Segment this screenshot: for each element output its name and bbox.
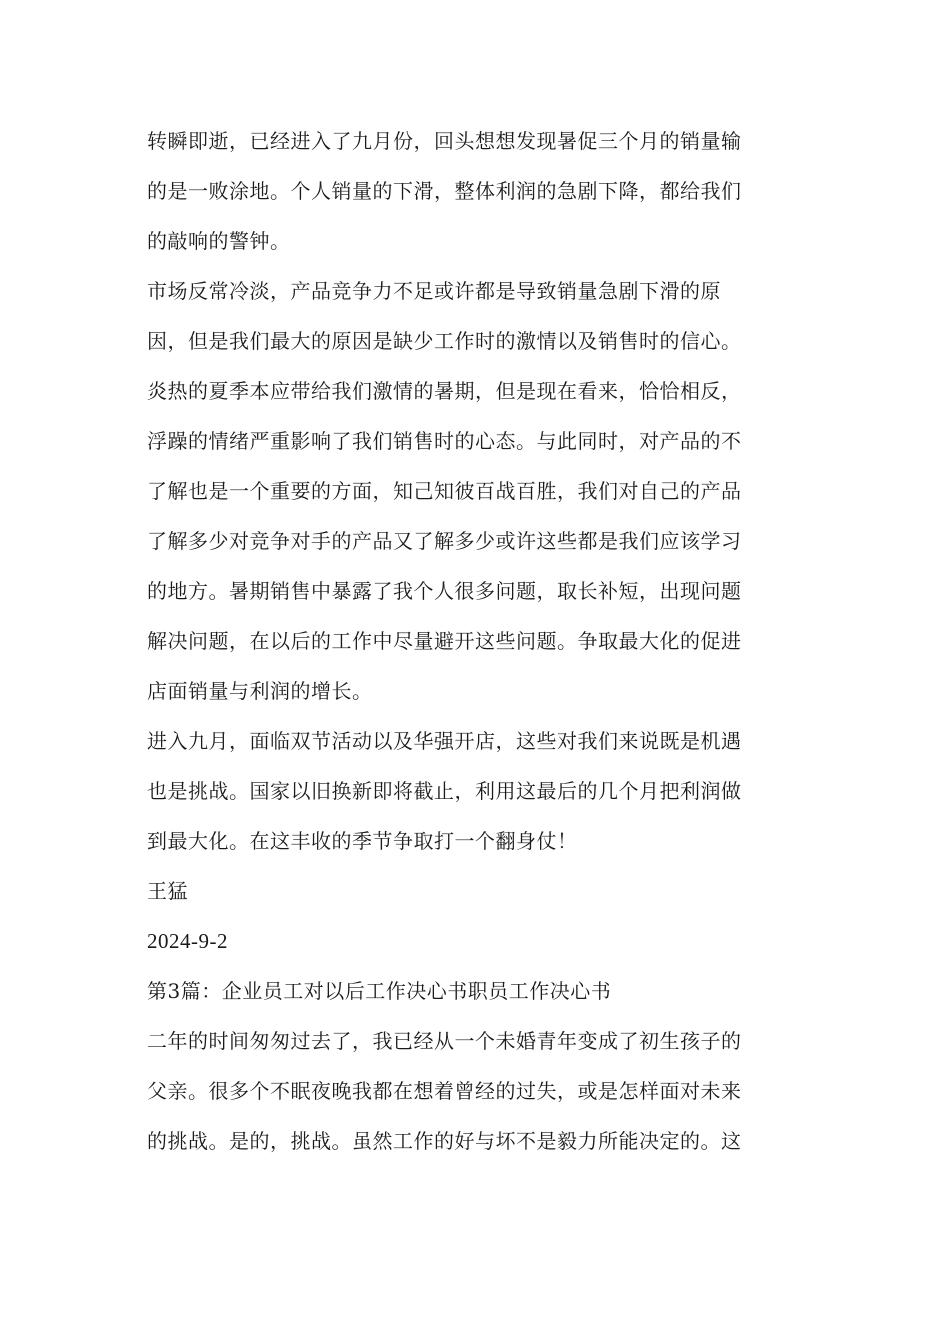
paragraph-line: 父亲。很多个不眠夜晚我都在想着曾经的过失，或是怎样面对未来 (147, 1079, 742, 1103)
document-body (147, 116, 807, 1166)
paragraph-line: 市场反常冷淡，产品竞争力不足或许都是导致销量急剧下滑的原 (147, 279, 721, 303)
paragraph-line: 的挑战。是的，挑战。虽然工作的好与坏不是毅力所能决定的。这 (147, 1129, 742, 1153)
paragraph-line: 二年的时间匆匆过去了，我已经从一个未婚青年变成了初生孩子的 (147, 1029, 742, 1053)
paragraph-line: 店面销量与利润的增长。 (147, 679, 373, 703)
signature-date: 2024-9-2 (147, 929, 228, 953)
paragraph-line: 的是一败涂地。个人销量的下滑，整体利润的急剧下降，都给我们 (147, 179, 742, 203)
signature-name: 王猛 (147, 879, 188, 903)
paragraph-line: 炎热的夏季本应带给我们激情的暑期，但是现在看来，恰恰相反， (147, 379, 742, 403)
paragraph-line: 浮躁的情绪严重影响了我们销售时的心态。与此同时，对产品的不 (147, 429, 742, 453)
paragraph-line: 的敲响的警钟。 (147, 229, 291, 253)
paragraph-line: 了解多少对竞争对手的产品又了解多少或许这些都是我们应该学习 (147, 529, 742, 553)
section-heading: 第3篇：企业员工对以后工作决心书职员工作决心书 (147, 979, 612, 1003)
paragraph-line: 也是挑战。国家以旧换新即将截止，利用这最后的几个月把利润做 (147, 779, 742, 803)
paragraph-line: 进入九月，面临双节活动以及华强开店，这些对我们来说既是机遇 (147, 729, 742, 753)
paragraph-line: 因，但是我们最大的原因是缺少工作时的激情以及销售时的信心。 (147, 329, 742, 353)
paragraph-line: 了解也是一个重要的方面，知己知彼百战百胜，我们对自己的产品 (147, 479, 742, 503)
paragraph-line: 到最大化。在这丰收的季节争取打一个翻身仗！ (147, 829, 578, 853)
paragraph-line: 转瞬即逝，已经进入了九月份，回头想想发现暑促三个月的销量输 (147, 129, 742, 153)
paragraph-line: 解决问题，在以后的工作中尽量避开这些问题。争取最大化的促进 (147, 629, 742, 653)
paragraph-line: 的地方。暑期销售中暴露了我个人很多问题，取长补短，出现问题 (147, 579, 742, 603)
